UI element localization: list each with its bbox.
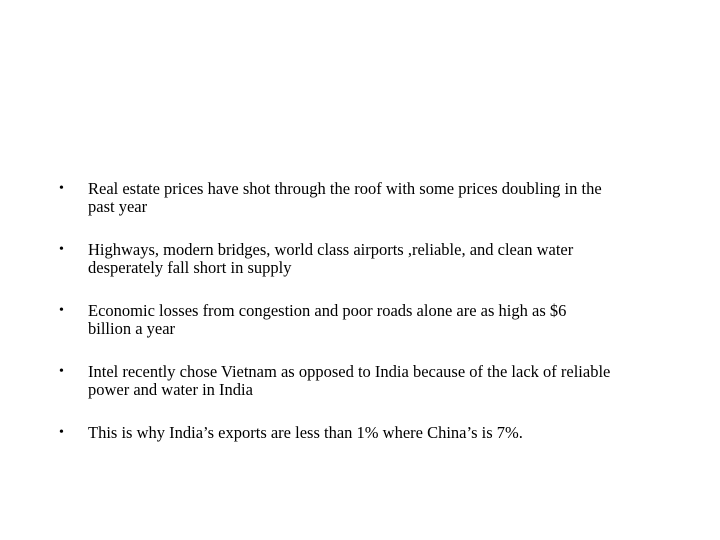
- bullet-dot-icon: •: [59, 242, 64, 257]
- bullet-line: Intel recently chose Vietnam as opposed to India because of the lack of reliable: [88, 362, 611, 381]
- bullet-line: past year: [88, 197, 148, 216]
- bullet-dot-icon: •: [59, 303, 64, 318]
- bullet-text: [88, 302, 688, 338]
- bullet-text: [88, 241, 688, 277]
- bullet-line: This is why India’s exports are less than 1% where China’s is 7%.: [88, 423, 523, 442]
- bullet-line: Real estate prices have shot through the roof with some prices doubling in the: [88, 179, 602, 198]
- bullet-line: desperately fall short in supply: [88, 258, 292, 277]
- bullet-dot-icon: •: [59, 425, 64, 440]
- bullet-line: Economic losses from congestion and poor roads alone are as high as $6: [88, 301, 567, 320]
- bullet-text: [88, 180, 688, 216]
- bullet-text: [88, 424, 688, 442]
- bullet-text: [88, 363, 688, 399]
- bullet-line: billion a year: [88, 319, 176, 338]
- bullet-dot-icon: •: [59, 364, 64, 379]
- bullet-line: Highways, modern bridges, world class airports ,reliable, and clean water: [88, 240, 574, 259]
- bullet-dot-icon: •: [59, 181, 64, 196]
- bullet-line: power and water in India: [88, 380, 253, 399]
